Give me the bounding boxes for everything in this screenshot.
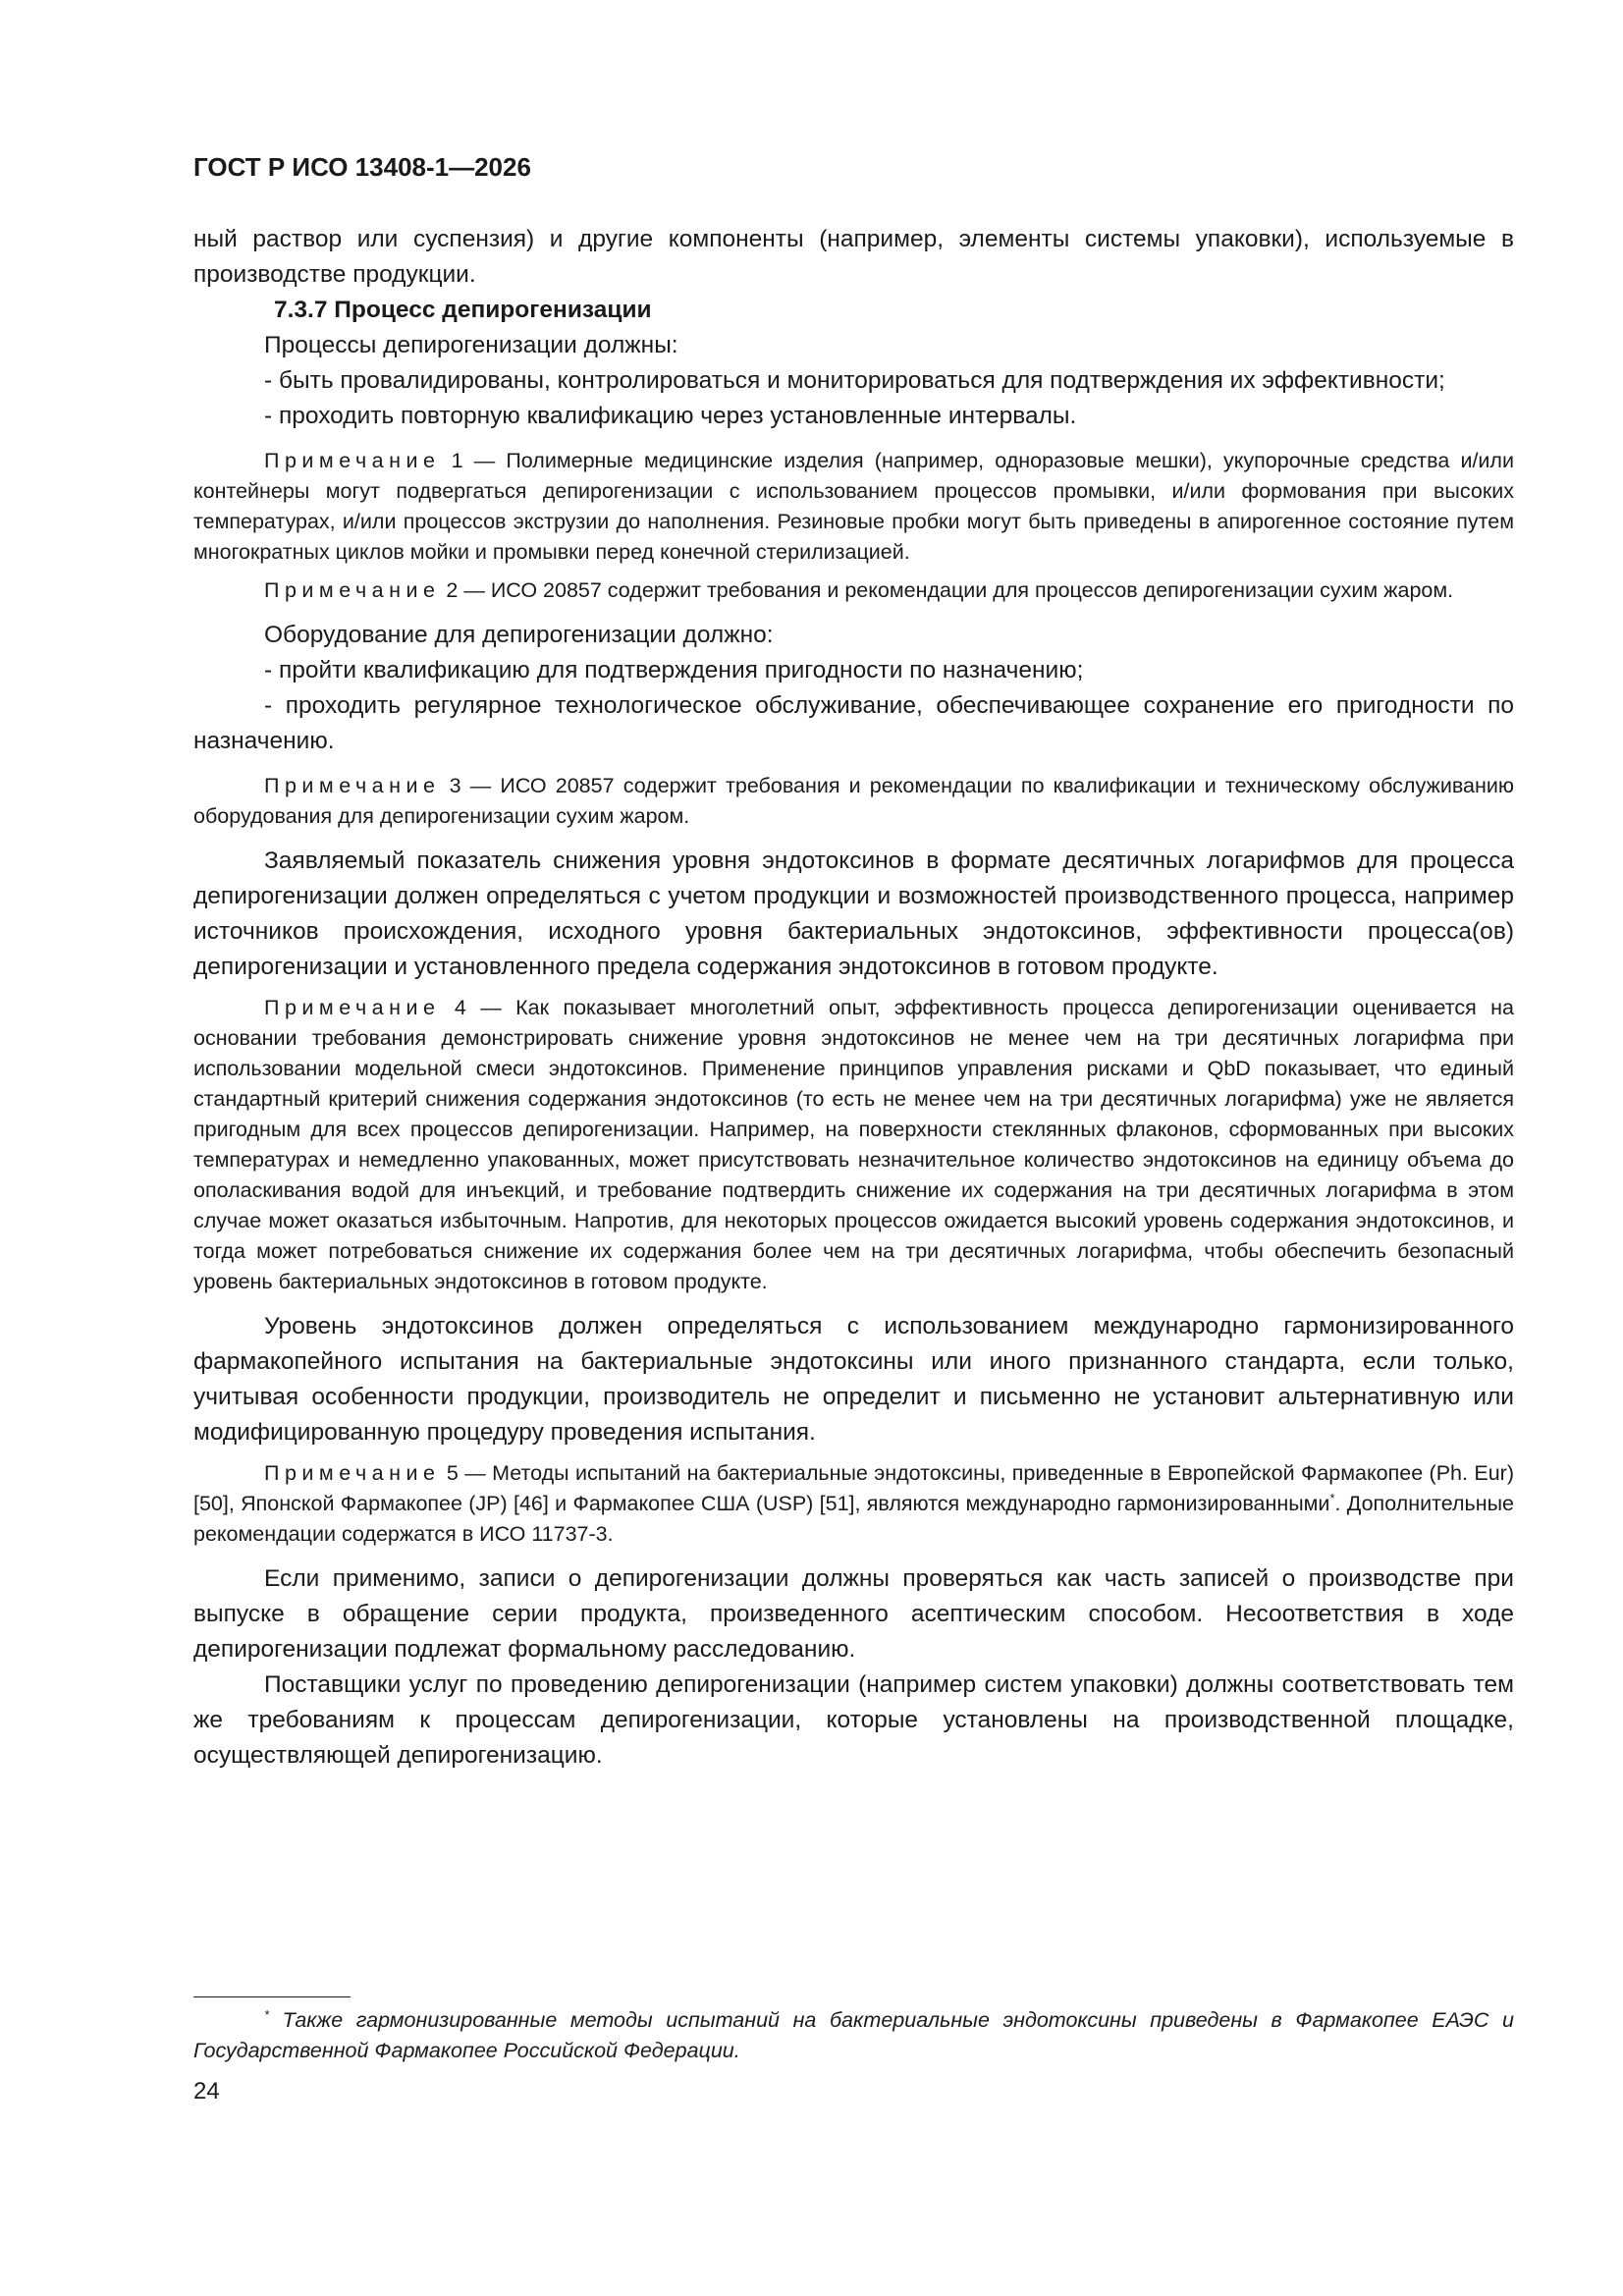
records-paragraph: Если применимо, записи о депирогенизации должны проверяться как часть записей о производстве при выпуске в обращение серии продукта, произведенного асептическим способом. Несоответствия в ходе депирогенизации подлежат формальному расследованию. — [193, 1565, 1514, 1663]
note-text: 5 — Методы испытаний на бактериальные эндотоксины, приведенные в Европейской Фармакопее (Ph. Eur) [50], Японской Фармакопее (JP) [46] и Фармакопее США (USP) [51], являются международно гармонизированными — [193, 1461, 1514, 1515]
list-item: - быть провалидированы, контролироваться и мониторироваться для подтверждения их эффективности; — [264, 367, 1445, 394]
intro-paragraph: ный раствор или суспензия) и другие компоненты (например, элементы системы упаковки), используемые в производстве продукции. — [193, 226, 1514, 288]
footnote — [193, 2005, 1514, 2066]
endotoxin-level-paragraph: Уровень эндотоксинов должен определяться с использованием международно гармонизированного фармакопейного испытания на бактериальные эндотоксины или иного признанного стандарта, если только, учитывая особенности продукции, производитель не определит и письменно не установит альтернативную или модифицированную процедуру проведения испытания. — [193, 1313, 1514, 1446]
list-item: - пройти квалификацию для подтверждения пригодности по назначению; — [264, 657, 1084, 683]
section-heading: 7.3.7 Процесс депирогенизации — [274, 297, 652, 323]
note-3 — [193, 771, 1514, 832]
list-item: - проходить повторную квалификацию через установленные интервалы. — [264, 403, 1077, 429]
note-4 — [193, 993, 1514, 1297]
list-item: - проходить регулярное технологическое обслуживание, обеспечивающее сохранение его пригодности по назначению. — [193, 692, 1514, 754]
note-text: 2 — ИСО 20857 содержит требования и рекомендации для процессов депирогенизации сухим жаром. — [440, 578, 1454, 602]
footnote-divider — [193, 1996, 351, 1997]
footnote-text: Также гармонизированные методы испытаний на бактериальные эндотоксины приведены в Фармакопее ЕАЭС и Государственной Фармакопее Российской Федерации. — [193, 2008, 1514, 2062]
document-header: ГОСТ Р ИСО 13408-1—2026 — [193, 152, 531, 182]
page-content — [193, 222, 1514, 1774]
page-number: 24 — [193, 2078, 220, 2105]
note-label: Примечание — [264, 996, 441, 1019]
claimed-reduction-paragraph: Заявляемый показатель снижения уровня эндотоксинов в формате десятичных логарифмов для процесса депирогенизации должен определяться с учетом продукции и возможностей производственного процесса, например источников происхождения, исходного уровня бактериальных эндотоксинов, эффективности процесса(ов) депирогенизации и установленного предела содержания эндотоксинов в готовом продукте. — [193, 847, 1514, 980]
equipment-paragraph: Оборудование для депирогенизации должно: — [264, 622, 774, 648]
note-label: Примечание — [264, 774, 441, 797]
note-1 — [193, 446, 1514, 568]
note-5 — [193, 1458, 1514, 1550]
providers-paragraph: Поставщики услуг по проведению депирогенизации (например систем упаковки) должны соответствовать тем же требованиям к процессам депирогенизации, которые установлены на производственной площадке, осуществляющей депирогенизацию. — [193, 1671, 1514, 1769]
note-text: 3 — ИСО 20857 содержит требования и рекомендации по квалификации и техническому обслуживанию оборудования для депирогенизации сухим жаром. — [193, 774, 1514, 828]
note-label: Примечание — [264, 578, 441, 602]
note-text: 1 — Полимерные медицинские изделия (например, одноразовые мешки), укупорочные средства и/или контейнеры могут подвергаться депирогенизации с использованием процессов промывки, и/или формования при высоких температурах, и/или процессов экструзии до наполнения. Резиновые пробки могут быть приведены в апирогенное состояние путем многократных циклов мойки и промывки перед конечной стерилизацией. — [193, 449, 1514, 564]
footnote-marker: * — [1329, 1490, 1335, 1505]
note-2 — [193, 575, 1514, 606]
note-text: 4 — Как показывает многолетний опыт, эффективность процесса депирогенизации оценивается на основании требования демонстрировать снижение уровня эндотоксинов не менее чем на три десятичных логарифма при использовании модельной смеси эндотоксинов. Применение принципов управления рисками и QbD показывает, что единый стандартный критерий снижения содержания эндотоксинов (то есть не менее чем на три десятичных логарифма) уже не является пригодным для всех процессов депирогенизации. Например, на поверхности стеклянных флаконов, сформованных при высоких температурах и немедленно упакованных, может присутствовать незначительное количество эндотоксинов на единицу объема до ополаскивания водой для инъекций, и требование подтвердить снижение их содержания на три десятичных логарифма в этом случае может оказаться избыточным. Напротив, для некоторых процессов ожидается высокий уровень содержания эндотоксинов, и тогда может потребоваться снижение их содержания более чем на три десятичных логарифма, чтобы обеспечить безопасный уровень бактериальных эндотоксинов в готовом продукте. — [193, 996, 1514, 1293]
note-label: Примечание — [264, 1461, 441, 1485]
note-label: Примечание — [264, 449, 441, 472]
processes-paragraph: Процессы депирогенизации должны: — [264, 332, 678, 358]
note-text: . Дополнительные рекомендации содержатся в ИСО 11737-3. — [193, 1492, 1514, 1546]
footnote-marker: * — [264, 2006, 270, 2022]
